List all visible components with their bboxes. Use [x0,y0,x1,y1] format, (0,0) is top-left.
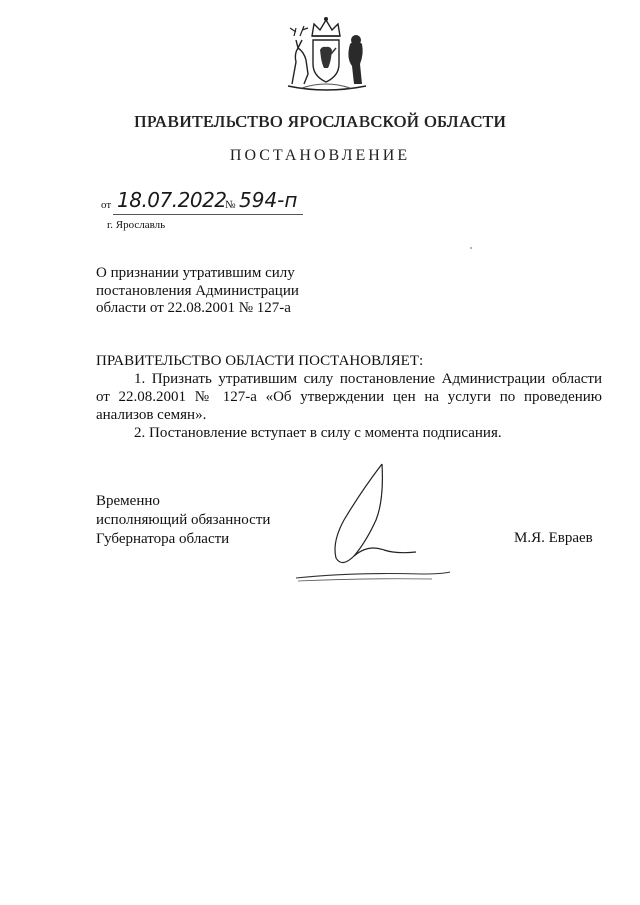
number-label: № [225,199,236,211]
subject-line: постановления Администрации [96,282,299,299]
signer-position [96,492,270,549]
date-prefix: от [101,199,112,211]
city: г. Ярославль [107,219,166,231]
subject-line: области от 22.08.2001 № 127-а [96,300,291,316]
scan-speck [470,247,472,249]
signer-name: М.Я. Евраев [514,530,593,546]
signer-position-line: Временно [96,493,160,509]
decree-item-2: 2. Постановление вступает в силу с момента подписания. [134,425,502,441]
government-title: ПРАВИТЕЛЬСТВО ЯРОСЛАВСКОЙ ОБЛАСТИ [133,112,507,131]
decree-item-1: 1. Признать утратившим силу постановление Администрации области от 22.08.2001 № 127-а «Об утверждении цен на услуги по проведению анализов семян». [96,371,602,423]
decree-heading: ПРАВИТЕЛЬСТВО ОБЛАСТИ ПОСТАНОВЛЯЕТ: [96,353,424,369]
document-number: 594-п [239,188,298,212]
subject-line: О признании утратившим силу [96,265,295,281]
document-date: 18.07.2022 [117,188,227,212]
document-subject [96,265,356,318]
document-type: ПОСТАНОВЛЕНИЕ [229,147,411,164]
date-number-line [101,190,306,220]
date-underline [113,214,303,215]
signer-position-line: Губернатора области [96,531,230,547]
handwritten-signature [292,460,452,590]
coat-of-arms-icon [278,14,374,96]
signer-position-line: исполняющий обязанности [96,512,271,528]
decree-body [96,352,602,442]
